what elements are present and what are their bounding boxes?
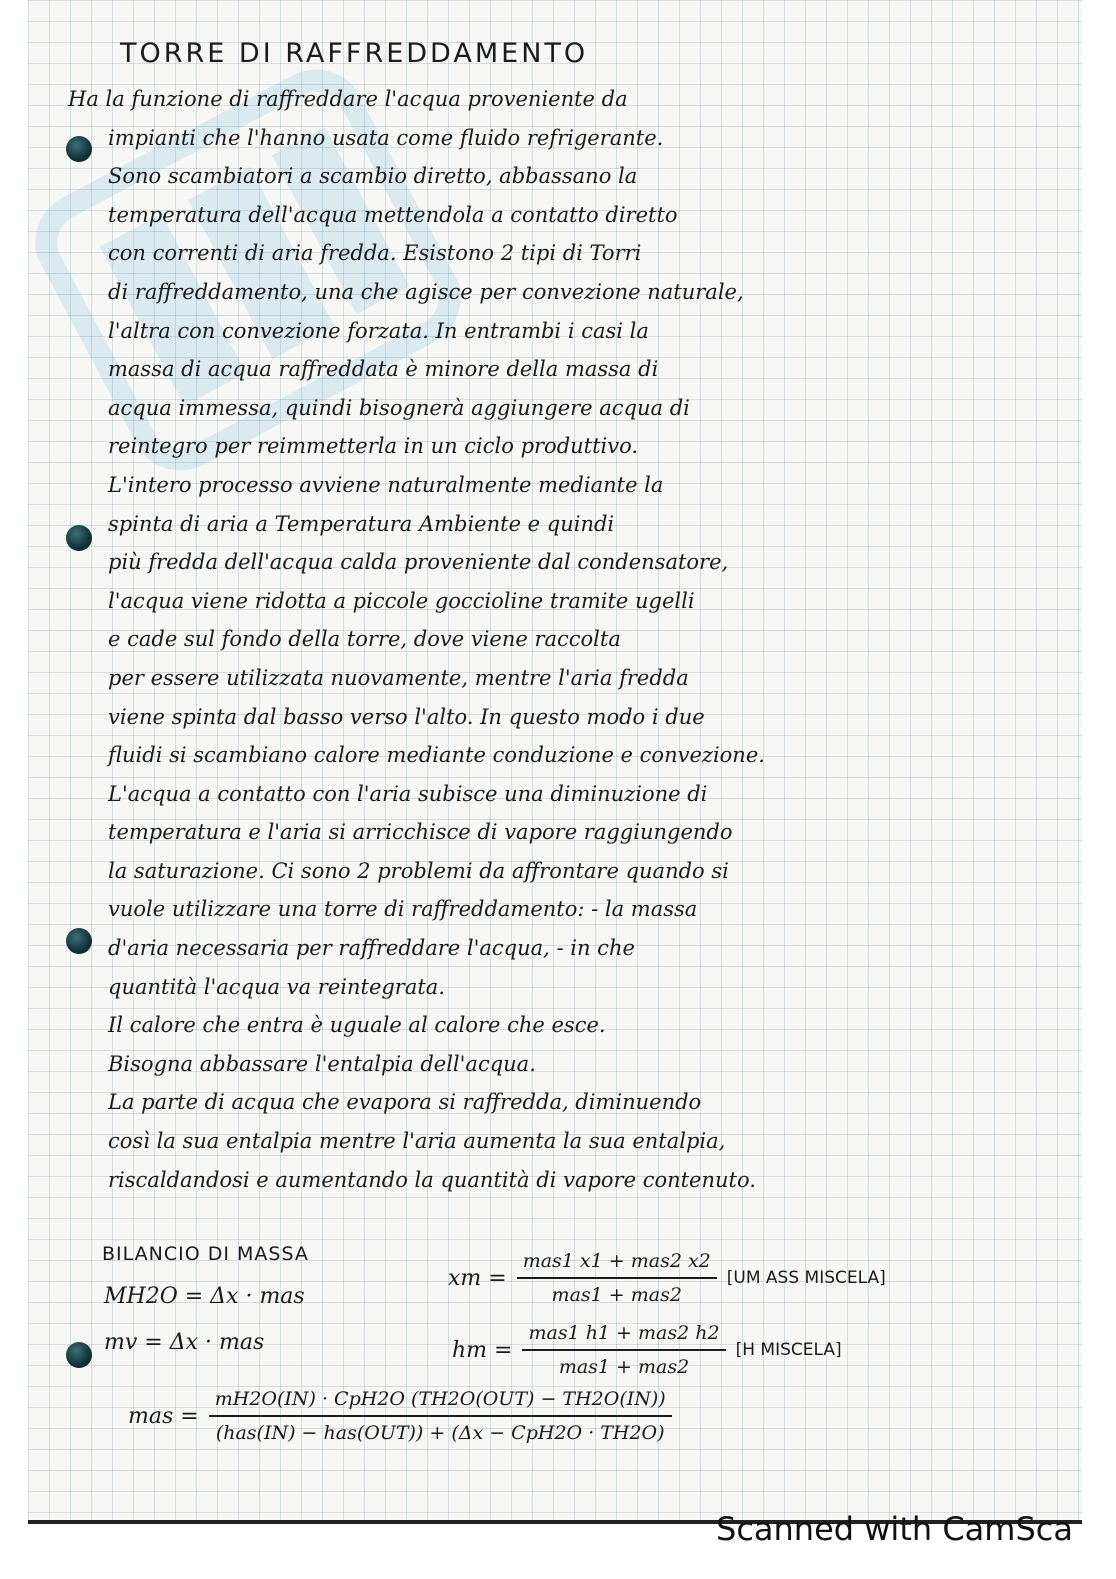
page-title: TORRE DI RAFFREDDAMENTO xyxy=(120,38,589,69)
fraction-bar xyxy=(517,1277,717,1279)
text-line: quantità l'acqua va reintegrata. xyxy=(108,974,446,999)
equation-xm xyxy=(448,1250,886,1306)
equation-mv: mv = Δx · mas xyxy=(104,1330,265,1355)
text-line: Ha la funzione di raffreddare l'acqua proveniente da xyxy=(68,87,628,111)
hm-fraction xyxy=(522,1322,725,1378)
text-line: spinta di aria a Temperatura Ambiente e quindi xyxy=(108,511,615,536)
hm-lhs: hm = xyxy=(452,1337,513,1363)
text-line: e cade sul fondo della torre, dove viene raccolta xyxy=(108,627,621,652)
text-line: temperatura e l'aria si arricchisce di vapore raggiungendo xyxy=(108,820,733,845)
text-line: l'altra con convezione forzata. In entrambi i casi la xyxy=(108,318,649,343)
text-line: con correnti di aria fredda. Esistono 2 tipi di Torri xyxy=(108,241,642,266)
text-line: d'aria necessaria per raffreddare l'acqua, - in che xyxy=(108,936,635,961)
text-line: la saturazione. Ci sono 2 problemi da affrontare quando si xyxy=(108,858,729,883)
text-line: di raffreddamento, una che agisce per convezione naturale, xyxy=(108,279,744,304)
text-line: reintegro per reimmetterla in un ciclo produttivo. xyxy=(108,434,639,459)
equation-mas xyxy=(128,1388,672,1444)
text-line: riscaldandosi e aumentando la quantità di vapore contenuto. xyxy=(108,1167,756,1192)
mas-lhs: mas = xyxy=(128,1403,199,1429)
hm-denominator: mas1 + mas2 xyxy=(558,1356,690,1378)
text-line: fluidi si scambiano calore mediante conduzione e convezione. xyxy=(108,743,765,768)
fraction-bar xyxy=(522,1349,725,1351)
section-label: BILANCIO DI MASSA xyxy=(102,1243,309,1265)
text-line: più fredda dell'acqua calda proveniente dal condensatore, xyxy=(108,550,729,575)
text-line: impianti che l'hanno usata come fluido refrigerante. xyxy=(108,125,664,150)
text-line: l'acqua viene ridotta a piccole goccioline tramite ugelli xyxy=(108,588,695,613)
xm-lhs: xm = xyxy=(448,1265,507,1291)
body-text xyxy=(68,80,988,1199)
equation-mh2o: MH2O = Δx · mas xyxy=(104,1284,305,1309)
fraction-bar xyxy=(209,1415,672,1417)
text-line: massa di acqua raffreddata è minore della massa di xyxy=(108,357,659,382)
xm-numerator: mas1 x1 + mas2 x2 xyxy=(522,1250,711,1272)
text-line: acqua immessa, quindi bisognerà aggiungere acqua di xyxy=(108,395,690,420)
text-line: così la sua entalpia mentre l'aria aumenta la sua entalpia, xyxy=(108,1129,726,1154)
binder-hole xyxy=(66,1342,92,1368)
text-line: Bisogna abbassare l'entalpia dell'acqua. xyxy=(108,1051,536,1076)
xm-note: [UM ASS MISCELA] xyxy=(726,1268,886,1288)
mas-fraction xyxy=(209,1388,672,1444)
xm-fraction xyxy=(517,1250,717,1306)
text-line: Sono scambiatori a scambio diretto, abbassano la xyxy=(108,164,638,189)
text-line: La parte di acqua che evapora si raffredda, diminuendo xyxy=(108,1090,702,1115)
text-line: Il calore che entra è uguale al calore che esce. xyxy=(108,1013,606,1038)
scanner-watermark-text: Scanned with CamSca xyxy=(716,1510,1073,1548)
mas-denominator: (has(IN) − has(OUT)) + (Δx − CpH2O · TH2O) xyxy=(215,1422,665,1444)
hm-note: [H MISCELA] xyxy=(735,1340,842,1360)
text-line: temperatura dell'acqua mettendola a contatto diretto xyxy=(108,202,678,227)
text-line: L'intero processo avviene naturalmente mediante la xyxy=(108,472,664,497)
xm-denominator: mas1 + mas2 xyxy=(551,1284,682,1306)
text-line: vuole utilizzare una torre di raffreddamento: - la massa xyxy=(108,897,698,922)
text-line: per essere utilizzata nuovamente, mentre l'aria fredda xyxy=(108,665,689,690)
mas-numerator: mH2O(IN) · CpH2O (TH2O(OUT) − TH2O(IN)) xyxy=(214,1388,666,1410)
text-line: L'acqua a contatto con l'aria subisce una diminuzione di xyxy=(108,781,708,806)
equation-hm xyxy=(452,1322,842,1378)
hm-numerator: mas1 h1 + mas2 h2 xyxy=(528,1322,720,1344)
text-line: viene spinta dal basso verso l'alto. In questo modo i due xyxy=(108,704,705,729)
